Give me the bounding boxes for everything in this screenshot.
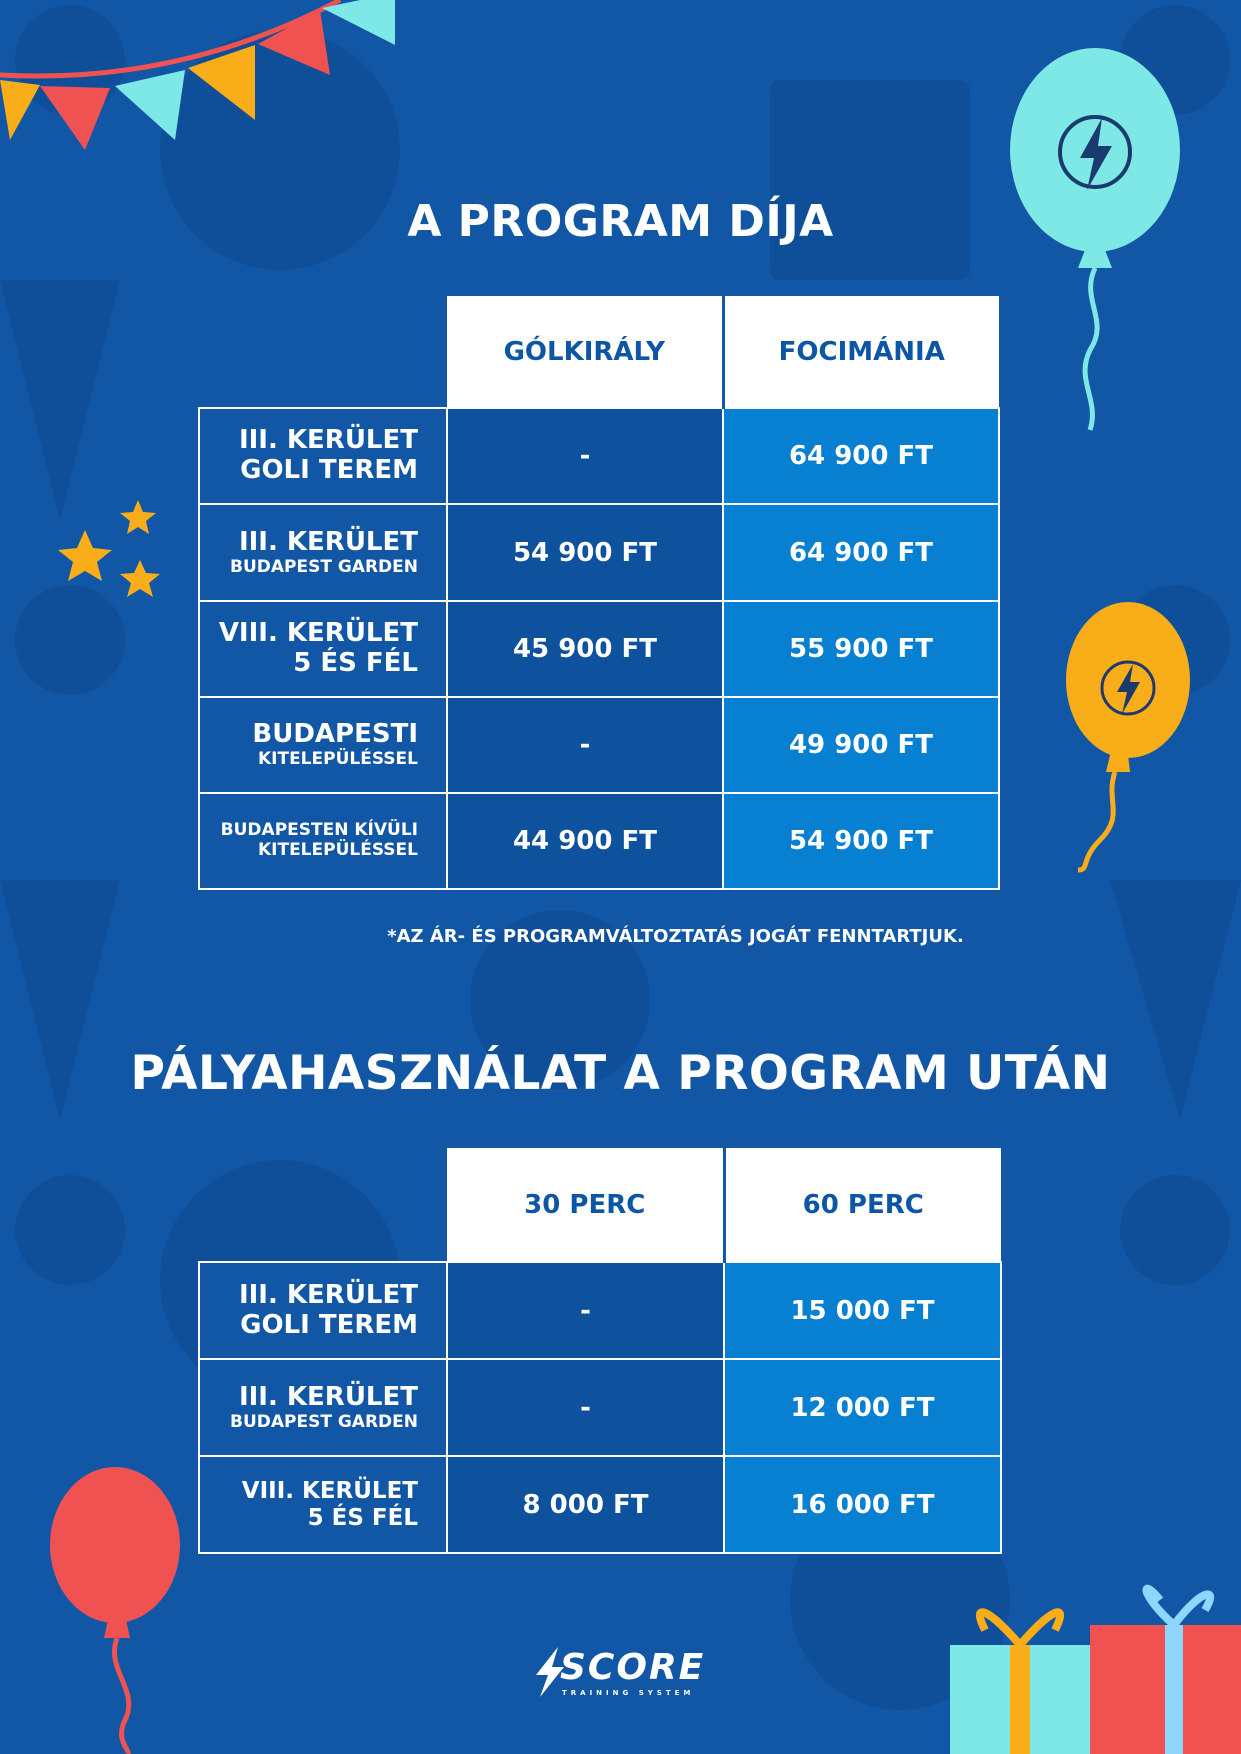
price-cell: 45 900 FT [447, 601, 723, 697]
row-label: III. KERÜLET BUDAPEST GARDEN [199, 504, 447, 601]
price-cell: 12 000 FT [724, 1359, 1001, 1456]
price-cell: 55 900 FT [723, 601, 999, 697]
price-cell: - [447, 1359, 724, 1456]
row-label: III. KERÜLET GOLI TEREM [199, 408, 447, 504]
row-label: VIII. KERÜLET 5 ÉS FÉL [199, 601, 447, 697]
price-cell: 64 900 FT [723, 408, 999, 504]
price-cell: 8 000 FT [447, 1456, 724, 1553]
price-cell: - [447, 408, 723, 504]
table-row [199, 793, 999, 889]
table-header-row [199, 296, 999, 408]
program-fee-table [198, 296, 1000, 890]
price-cell: 15 000 FT [724, 1262, 1001, 1359]
star-icon [58, 500, 160, 597]
row-label: BUDAPESTI KITELEPÜLÉSSEL [199, 697, 447, 793]
row-label: III. KERÜLET BUDAPEST GARDEN [199, 1359, 447, 1456]
table-row [199, 697, 999, 793]
column-header-60-perc: 60 PERC [724, 1148, 1001, 1262]
table-row [199, 601, 999, 697]
column-header-30-perc: 30 PERC [447, 1148, 724, 1262]
table-row [199, 1456, 1001, 1553]
price-cell: 49 900 FT [723, 697, 999, 793]
table-header-row [199, 1148, 1001, 1262]
row-label: VIII. KERÜLET 5 ÉS FÉL [199, 1456, 447, 1553]
price-cell: - [447, 697, 723, 793]
column-header-focimania: FOCIMÁNIA [723, 296, 999, 408]
column-header-golkiraly: GÓLKIRÁLY [447, 296, 723, 408]
score-logo: SCORE TRAINING SYSTEM [530, 1645, 710, 1705]
table-row [199, 1359, 1001, 1456]
price-cell: 54 900 FT [447, 504, 723, 601]
price-cell: 16 000 FT [724, 1456, 1001, 1553]
table-row [199, 408, 999, 504]
balloon-icon [50, 1467, 180, 1754]
court-usage-title: PÁLYAHASZNÁLAT A PROGRAM UTÁN [130, 1046, 1111, 1101]
price-cell: - [447, 1262, 724, 1359]
table-row [199, 504, 999, 601]
price-cell: 44 900 FT [447, 793, 723, 889]
table-row [199, 1262, 1001, 1359]
court-usage-table [198, 1148, 1002, 1554]
row-label: BUDAPESTEN KÍVÜLI KITELEPÜLÉSSEL [199, 793, 447, 889]
program-fee-title: A PROGRAM DÍJA [407, 196, 834, 247]
gift-icon [950, 1589, 1241, 1754]
disclaimer-note: *AZ ÁR- ÉS PROGRAMVÁLTOZTATÁS JOGÁT FENNTARTJUK. [387, 926, 964, 947]
row-label: III. KERÜLET GOLI TEREM [199, 1262, 447, 1359]
price-cell: 64 900 FT [723, 504, 999, 601]
balloon-icon [1066, 602, 1190, 870]
price-cell: 54 900 FT [723, 793, 999, 889]
